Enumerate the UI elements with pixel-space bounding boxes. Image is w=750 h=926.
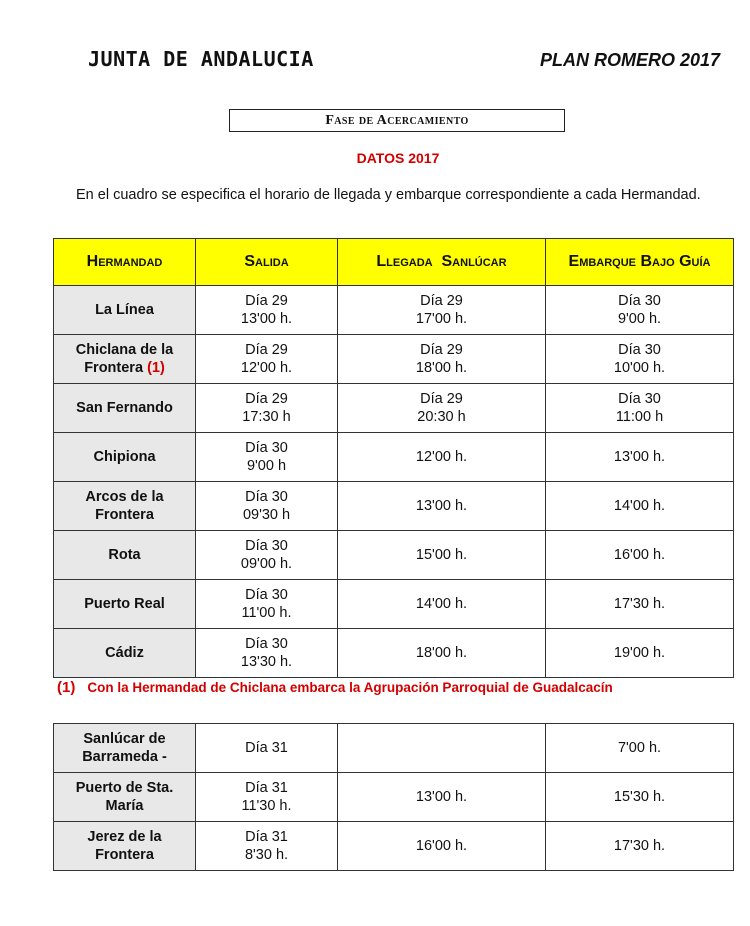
cell-line: Día 30 (245, 440, 288, 456)
cell-embarque (546, 286, 734, 335)
header-salida: Salida (196, 239, 338, 286)
schedule-table (53, 238, 734, 678)
hermandad-name: Cádiz (105, 645, 144, 661)
cell-line: 13'00 h. (240, 311, 293, 327)
cell-line: 17'30 h. (613, 838, 666, 854)
schedule-table-2 (53, 723, 734, 871)
cell-salida (196, 286, 338, 335)
cell-salida (196, 335, 338, 384)
cell-llegada (338, 335, 546, 384)
cell-salida (196, 822, 338, 871)
cell-line: Día 29 (420, 342, 463, 358)
cell-llegada (338, 482, 546, 531)
cell-salida (196, 482, 338, 531)
cell-line: Día 29 (420, 391, 463, 407)
hermandad-name: Chipiona (93, 449, 156, 465)
name-note: (1) (147, 360, 165, 376)
cell-embarque (546, 629, 734, 678)
table-row (54, 286, 734, 335)
cell-hermandad (54, 384, 196, 433)
cell-hermandad (54, 433, 196, 482)
cell-hermandad (54, 724, 196, 773)
cell-embarque (546, 724, 734, 773)
table-row (54, 629, 734, 678)
cell-line: 11'30 h. (241, 798, 292, 814)
cell-llegada (338, 580, 546, 629)
footnote-marker: (1) (57, 679, 76, 696)
cell-line: Día 30 (618, 391, 661, 407)
footnote (57, 679, 613, 696)
cell-line: Día 30 (618, 342, 661, 358)
table-header-row (54, 239, 734, 286)
cell-line: 17'00 h. (415, 311, 468, 327)
cell-llegada (338, 773, 546, 822)
cell-line: 09'00 h. (240, 556, 293, 572)
cell-line: 20:30 h (417, 409, 466, 425)
cell-hermandad (54, 773, 196, 822)
cell-line: 18'00 h. (415, 645, 468, 661)
cell-llegada (338, 384, 546, 433)
cell-line: Día 29 (420, 293, 463, 309)
phase-title: Fase de Acercamiento (325, 112, 469, 128)
cell-line: Día 31 (245, 829, 288, 845)
hermandad-name: Sanlúcar de Barrameda - (82, 731, 167, 765)
table-row (54, 335, 734, 384)
cell-embarque (546, 384, 734, 433)
cell-line: 14'00 h. (613, 498, 666, 514)
cell-line: Día 30 (245, 538, 288, 554)
cell-salida (196, 773, 338, 822)
cell-llegada (338, 433, 546, 482)
schedule-table-2-body (54, 724, 734, 871)
cell-line: 17'30 h. (613, 596, 666, 612)
cell-line: 19'00 h. (613, 645, 666, 661)
table-row (54, 773, 734, 822)
cell-line: Día 29 (245, 293, 288, 309)
cell-salida (196, 384, 338, 433)
cell-line: 10'00 h. (613, 360, 666, 376)
cell-embarque (546, 433, 734, 482)
hermandad-name: Chiclana de la Frontera (75, 342, 174, 376)
cell-line: 11'00 h. (241, 605, 292, 621)
cell-line: Día 29 (245, 391, 288, 407)
header-embarque: Embarque Bajo Guía (546, 239, 734, 286)
cell-llegada (338, 531, 546, 580)
table-row (54, 531, 734, 580)
cell-llegada (338, 724, 546, 773)
cell-line: 16'00 h. (613, 547, 666, 563)
cell-line: Día 30 (245, 489, 288, 505)
cell-hermandad (54, 531, 196, 580)
cell-line: 12'00 h. (240, 360, 293, 376)
cell-embarque (546, 531, 734, 580)
cell-salida (196, 433, 338, 482)
intro-paragraph: En el cuadro se especifica el horario de llegada y embarque correspondiente a cada Hermandad. (76, 187, 701, 203)
cell-embarque (546, 580, 734, 629)
cell-embarque (546, 822, 734, 871)
table-row (54, 384, 734, 433)
cell-line: 09'30 h (242, 507, 291, 523)
cell-embarque (546, 482, 734, 531)
cell-line: Día 30 (245, 587, 288, 603)
cell-embarque (546, 773, 734, 822)
cell-line: 13'30 h. (240, 654, 293, 670)
cell-line: 11:00 h (615, 409, 664, 425)
cell-line: 17:30 h (242, 409, 291, 425)
hermandad-name: Arcos de la Frontera (85, 489, 164, 523)
cell-salida (196, 580, 338, 629)
hermandad-name: San Fernando (76, 400, 173, 416)
cell-hermandad (54, 335, 196, 384)
cell-llegada (338, 286, 546, 335)
cell-line: 8'30 h. (244, 847, 289, 863)
cell-salida (196, 724, 338, 773)
table-row (54, 822, 734, 871)
cell-line: 9'00 h (246, 458, 287, 474)
cell-line: 15'30 h. (613, 789, 666, 805)
cell-hermandad (54, 580, 196, 629)
cell-salida (196, 629, 338, 678)
cell-hermandad (54, 286, 196, 335)
cell-llegada (338, 629, 546, 678)
cell-line: 13'00 h. (415, 789, 468, 805)
datos-title: DATOS 2017 (356, 150, 440, 166)
cell-llegada (338, 822, 546, 871)
cell-line: 15'00 h. (415, 547, 468, 563)
phase-title-box (229, 109, 565, 132)
table-row (54, 724, 734, 773)
plan-title: PLAN ROMERO 2017 (539, 50, 720, 70)
cell-line: Día 31 (245, 740, 288, 756)
cell-line: Día 31 (245, 780, 288, 796)
cell-line: 13'00 h. (613, 449, 666, 465)
cell-line: Día 30 (618, 293, 661, 309)
brand-logo-text: JUNTA DE ANDALUCIA (88, 47, 314, 71)
cell-line: Día 29 (245, 342, 288, 358)
cell-line: 13'00 h. (415, 498, 468, 514)
table-row (54, 580, 734, 629)
hermandad-name: Rota (108, 547, 141, 563)
cell-line: 16'00 h. (415, 838, 468, 854)
footnote-text: Con la Hermandad de Chiclana embarca la Agrupación Parroquial de Guadalcacín (87, 680, 613, 695)
cell-line: 9'00 h. (617, 311, 662, 327)
cell-salida (196, 531, 338, 580)
table-row (54, 433, 734, 482)
header-llegada: Llegada Sanlúcar (338, 239, 546, 286)
cell-embarque (546, 335, 734, 384)
hermandad-name: La Línea (95, 302, 154, 318)
schedule-table-body (54, 286, 734, 678)
cell-line: 12'00 h. (415, 449, 468, 465)
cell-line: Día 30 (245, 636, 288, 652)
hermandad-name: Puerto Real (84, 596, 165, 612)
cell-line: 14'00 h. (415, 596, 468, 612)
header-hermandad: Hermandad (54, 239, 196, 286)
cell-hermandad (54, 629, 196, 678)
hermandad-name: Jerez de la Frontera (87, 829, 162, 863)
hermandad-name: Puerto de Sta. María (75, 780, 174, 814)
cell-hermandad (54, 822, 196, 871)
cell-hermandad (54, 482, 196, 531)
cell-line: 7'00 h. (617, 740, 662, 756)
cell-line: 18'00 h. (415, 360, 468, 376)
table-row (54, 482, 734, 531)
